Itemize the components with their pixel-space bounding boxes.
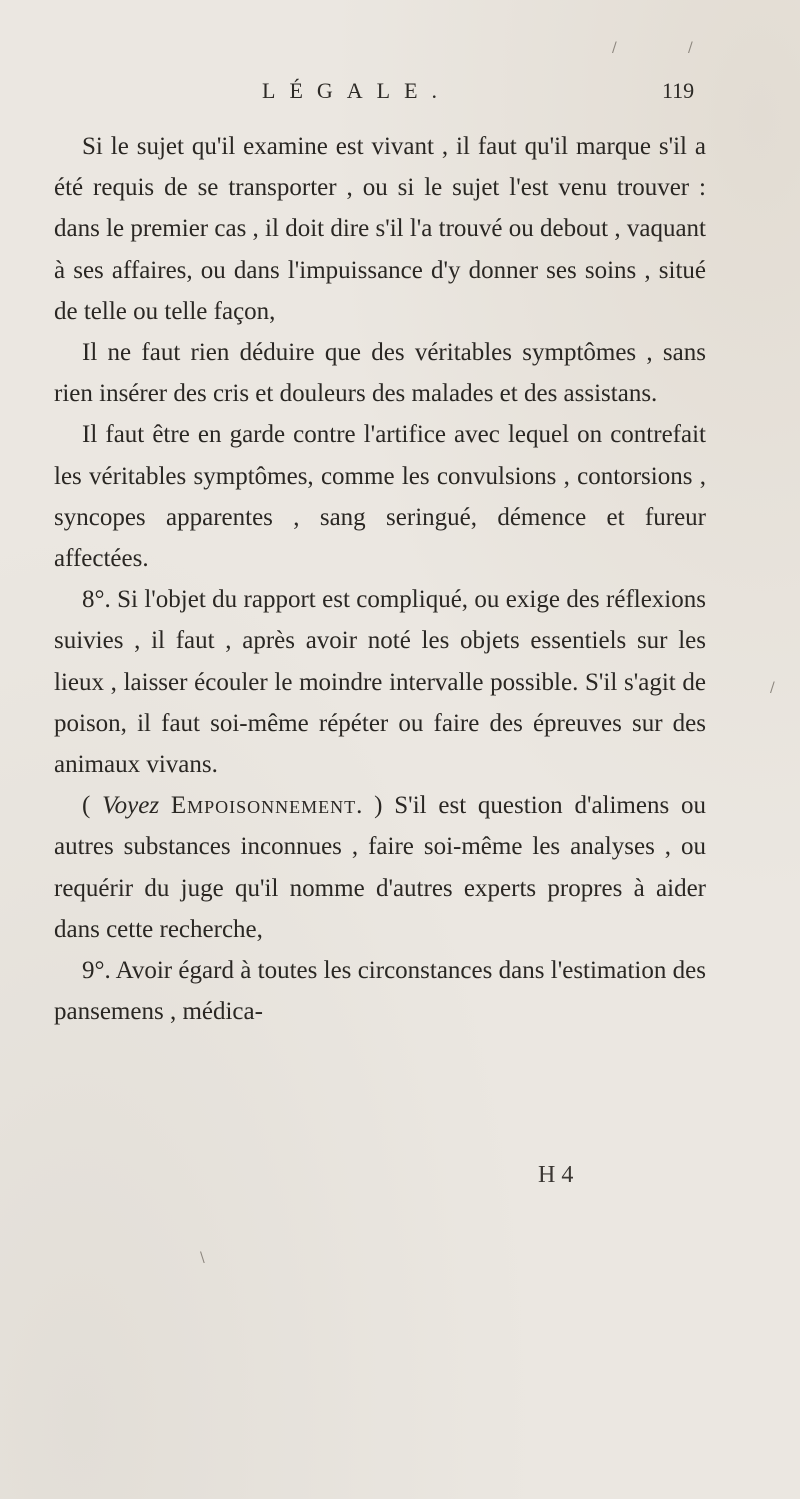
signature-mark: H 4 (538, 1162, 574, 1188)
paragraph-1: Si le sujet qu'il examine est vivant , il faut qu'il marque s'il a été requis de se transporter , ou si le sujet l'est venu trouver : dans le premier cas , il doit dire s'il l'a trouvé ou debout , vaquant à ses affaires, ou dans l'impuissance d'y donner ses soins , situé de telle ou telle façon, (54, 133, 706, 325)
cross-reference: Empoisonnement (170, 792, 357, 820)
paragraph-4: 8°. Si l'objet du rapport est compliqué, ou exige des réflexions suivies , il faut , après avoir noté les objets essentiels sur les lieux , laisser écouler le moindre intervalle possible. S'il s'agit de poison, il faut soi-même répéter ou faire des épreuves sur des animaux vivans. (54, 586, 706, 779)
paragraph-3: Il faut être en garde contre l'artifice avec lequel on contrefait les véritables symptômes, comme les convulsions , contorsions , syncopes apparentes , sang seringué, démence et fureur affectées. (54, 421, 706, 573)
paragraph-6: 9°. Avoir égard à toutes les circonstances dans l'estimation des pansemens , médica- (54, 957, 706, 1026)
stray-mark-decoration: / (688, 40, 693, 56)
paragraph-2: Il ne faut rien déduire que des véritables symptômes , sans rien insérer des cris et douleurs des malades et des assistans. (54, 339, 706, 408)
see-reference: Voyez (102, 792, 160, 820)
stray-mark-decoration: / (770, 680, 775, 696)
stray-mark-decoration: \ (200, 1250, 205, 1266)
body-text (54, 126, 706, 1032)
paragraph-5-text: . ) S'il est question d'alimens ou autres substances inconnues , faire soi-même les analyses , ou requérir du juge qu'il nomme d'autres experts propres à aider dans cette recherche, (54, 792, 706, 943)
paren-open: ( (82, 792, 103, 820)
running-head: LÉGALE. (262, 78, 452, 103)
page-number: 119 (662, 78, 695, 103)
paragraph-5 (54, 785, 706, 950)
stray-mark-decoration: / (612, 40, 617, 56)
